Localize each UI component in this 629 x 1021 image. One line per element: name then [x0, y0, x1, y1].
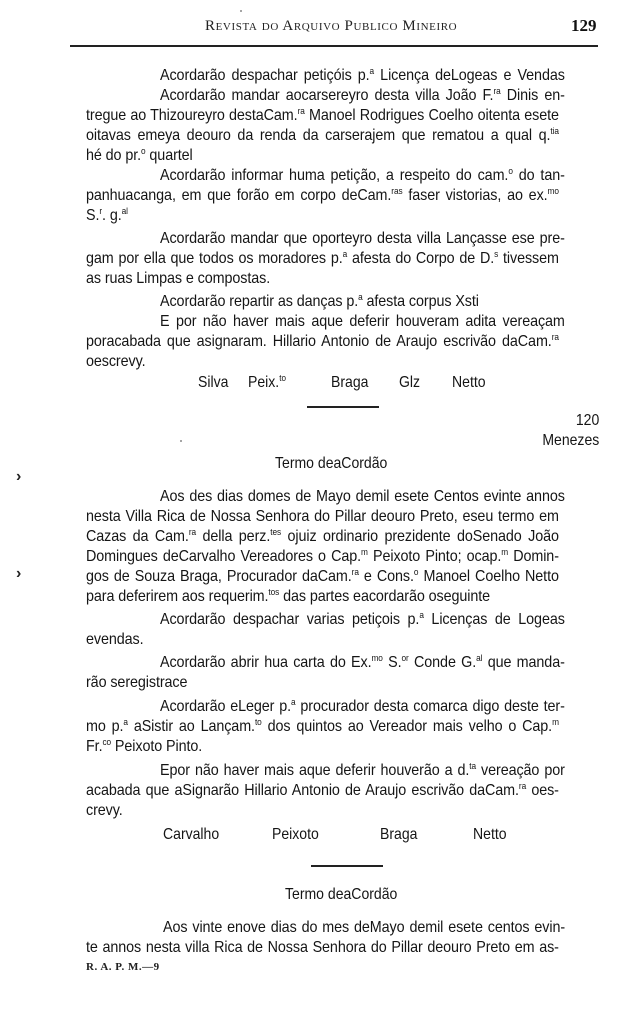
text-line: Acordarão despachar petiçóis p.$^a$ Licença deLogeas e Vendas — [160, 66, 565, 84]
header-rule — [70, 45, 598, 47]
text-line: as ruas Limpas e compostas. — [86, 270, 271, 287]
signature: Netto — [452, 374, 486, 391]
text-line: S.$^r$. g.$^{al}$ — [86, 206, 128, 224]
section-heading: Termo deaCordão — [275, 455, 388, 472]
text-line: hé do pr.$^o$ quartel — [86, 146, 193, 164]
running-title: Revista do Arquivo Publico Mineiro — [205, 18, 458, 34]
text-line: rão seregistrace — [86, 674, 188, 691]
signature: Netto — [473, 826, 507, 843]
text-line: nesta Villa Rica de Nossa Senhora do Pillar deouro Preto, eseu termo em — [86, 508, 559, 525]
text-line: te annos nesta villa Rica de Nossa Senhora do Pillar deouro Preto em as- — [86, 939, 559, 956]
text-line: Aos vinte enove dias do mes deMayo demil esete centos evin- — [163, 919, 566, 936]
margin-ink-mark: › — [16, 468, 22, 485]
signature: Silva — [198, 374, 229, 391]
text-line: para deferirem aos requerim.$^{tos}$ das partes eacordarão oseguinte — [86, 587, 491, 605]
text-line: acabada que aSignarão Hillario Antonio de Araujo escrivão daCam.$^{ra}$ oes- — [86, 781, 559, 799]
margin-note-number: 120 — [575, 412, 599, 429]
section-divider — [307, 406, 379, 408]
text-line: Acordarão abrir hua carta do Ex.$^{mo}$ S.$^{or}$ Conde G.$^{al}$ que manda- — [160, 653, 565, 671]
text-line: oitavas emeya deouro da renda da carserajem que rematou a qual q.$^{tia}$ — [86, 126, 559, 144]
signature: Carvalho — [163, 826, 220, 843]
signature: Glz — [399, 374, 421, 391]
text-line: poracabada que asignaram. Hillario Antonio de Araujo escrivão daCam.$^{ra}$ — [86, 332, 559, 350]
text-line: Cazas da Cam.$^{ra}$ della perz.$^{tes}$ ojuiz ordinario prezidente doSenado João — [86, 527, 559, 545]
text-line: gos de Souza Braga, Procurador daCam.$^{ra}$ e Cons.$^o$ Manoel Coelho Netto — [86, 567, 559, 585]
signature: Peix.$^{to}$ — [248, 373, 286, 391]
text-line: Acordarão eLeger p.$^a$ procurador desta comarca digo deste ter- — [160, 697, 565, 715]
text-line: Aos des dias domes de Mayo demil esete Centos evinte annos — [160, 488, 565, 505]
text-line: Domingues deCarvalho Vereadores o Cap.$^m$ Peixoto Pinto; ocap.$^m$ Domin- — [86, 547, 559, 565]
signature: Braga — [331, 374, 369, 391]
margin-note-name: Menezes — [542, 432, 599, 449]
text-line: Acordarão mandar que oporteyro desta villa Lançasse ese pre- — [160, 230, 565, 247]
text-line: Acordarão repartir as danças p.$^a$ afesta corpus Xsti — [160, 292, 479, 310]
signature: Braga — [380, 826, 418, 843]
text-line: evendas. — [86, 631, 144, 648]
text-line: crevy. — [86, 802, 123, 819]
signature: Peixoto — [272, 826, 319, 843]
page-number: 129 — [571, 16, 597, 35]
text-line: Acordarão informar huma petição, a respeito do cam.$^o$ do tan- — [160, 166, 565, 184]
scan-speck — [240, 10, 242, 12]
text-line: mo p.$^a$ aSistir ao Lançam.$^{to}$ dos quintos ao Vereador mais velho o Cap.$^m$ — [86, 717, 559, 735]
scan-speck — [180, 440, 182, 442]
text-line: oescrevy. — [86, 353, 146, 370]
text-line: Acordarão despachar varias petiçois p.$^a$ Licenças de Logeas — [160, 610, 565, 628]
section-heading: Termo deaCordão — [285, 886, 398, 903]
text-line: Epor não haver mais aque deferir houverão a d.$^{ta}$ vereação por — [160, 761, 565, 779]
text-line: Fr.$^{co}$ Peixoto Pinto. — [86, 737, 203, 755]
section-divider — [311, 865, 383, 867]
signature-mark: R. A. P. M.—9 — [86, 961, 160, 973]
text-line: gam por ella que todos os moradores p.$^a$ afesta do Corpo de D.$^s$ tivessem — [86, 249, 559, 267]
text-line: E por não haver mais aque deferir houveram adita vereaçam — [160, 313, 565, 330]
text-line: Acordarão mandar aocarsereyro desta villa João F.$^{ra}$ Dinis en- — [160, 86, 565, 104]
text-line: tregue ao Thizoureyro destaCam.$^{ra}$ Manoel Rodrigues Coelho oitenta esete — [86, 106, 559, 124]
margin-ink-mark: › — [16, 565, 22, 582]
text-line: panhuacanga, em que forão em corpo deCam.$^{ras}$ faser vistorias, ao ex.$^{mo}$ — [86, 186, 559, 204]
margin-note — [542, 411, 599, 451]
